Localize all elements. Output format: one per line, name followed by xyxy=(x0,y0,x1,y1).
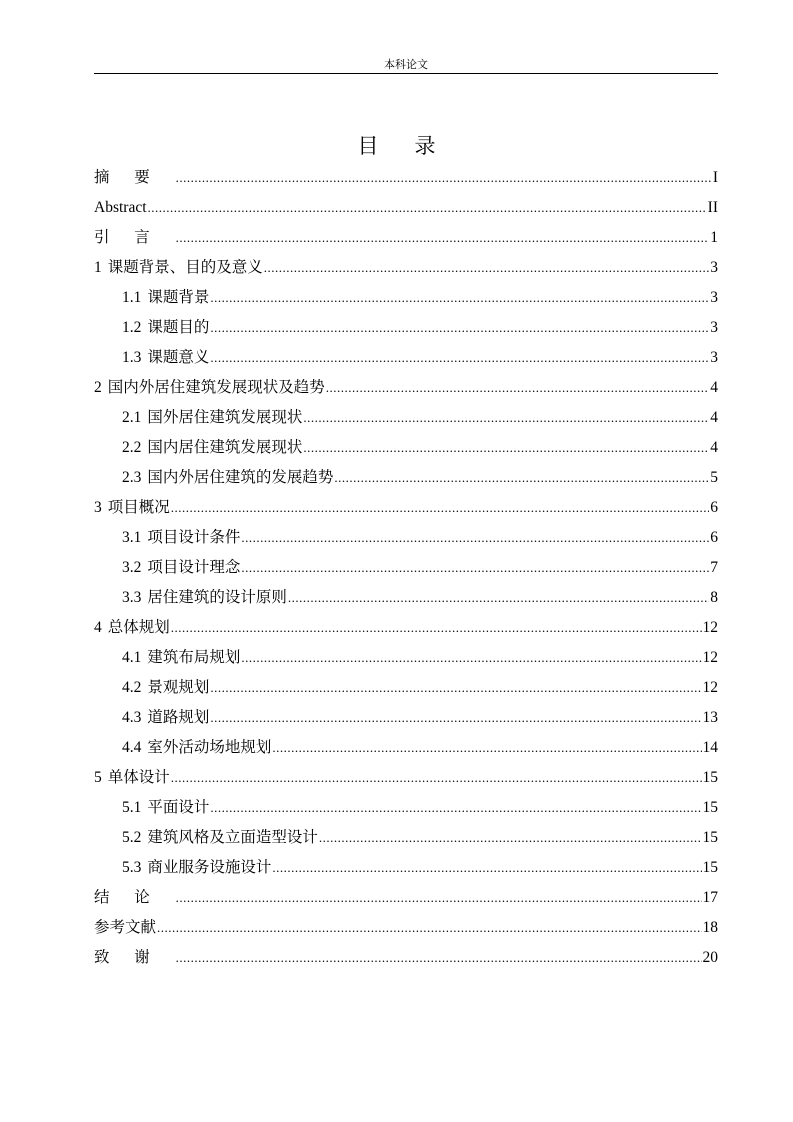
toc-entry[interactable] xyxy=(94,343,718,373)
toc-entry-number: 4.4 xyxy=(122,739,142,756)
toc-page-number: 18 xyxy=(702,919,718,936)
toc-entry-text: 国内居住建筑发展现状 xyxy=(147,439,303,456)
toc-entry[interactable] xyxy=(94,463,718,493)
toc-entry[interactable] xyxy=(94,313,718,343)
page-header: 本科论文 xyxy=(384,59,428,71)
toc-page-number: 3 xyxy=(710,319,718,336)
toc-dot-leader xyxy=(319,823,702,853)
toc-entry[interactable] xyxy=(94,943,718,973)
toc-entry[interactable] xyxy=(94,583,718,613)
toc-entry-label xyxy=(122,433,302,463)
toc-page-number: 12 xyxy=(702,679,718,696)
toc-entry-number: 4 xyxy=(94,619,102,636)
toc-entry-text: 建筑风格及立面造型设计 xyxy=(147,829,318,846)
toc-page-number: 6 xyxy=(710,529,718,546)
toc-entry-label xyxy=(122,703,209,733)
toc-entry-text: 国内外居住建筑的发展趋势 xyxy=(147,469,334,486)
toc-entry-label xyxy=(94,193,147,223)
toc-dot-leader xyxy=(288,583,709,613)
toc-dot-leader xyxy=(210,313,709,343)
toc-page-number: 3 xyxy=(710,349,718,366)
toc-entry-number: 5 xyxy=(94,769,102,786)
toc-entry-label xyxy=(122,463,333,493)
toc-entry[interactable] xyxy=(94,493,718,523)
toc-page-number: 17 xyxy=(702,889,718,906)
toc-entry[interactable] xyxy=(94,373,718,403)
toc-entry-text: 摘要 xyxy=(94,169,175,186)
toc-entry-label xyxy=(122,553,240,583)
toc-entry-text: 课题意义 xyxy=(147,349,210,366)
toc-entry[interactable] xyxy=(94,823,718,853)
toc-entry-label xyxy=(122,823,318,853)
toc-entry-label xyxy=(94,913,156,943)
toc-entry[interactable] xyxy=(94,163,718,193)
toc-dot-leader xyxy=(272,853,701,883)
toc-entry-text: 项目概况 xyxy=(107,499,170,516)
toc-entry-number: 3.2 xyxy=(122,559,142,576)
toc-entry-text: 项目设计条件 xyxy=(147,529,241,546)
toc-dot-leader xyxy=(210,673,701,703)
toc-entry-label xyxy=(122,283,209,313)
toc-entry-text: 室外活动场地规划 xyxy=(147,739,272,756)
toc-entry[interactable] xyxy=(94,553,718,583)
toc-entry[interactable] xyxy=(94,283,718,313)
toc-dot-leader xyxy=(334,463,709,493)
toc-dot-leader xyxy=(148,193,707,223)
toc-entry-number: 4.3 xyxy=(122,709,142,726)
toc-page-number: 12 xyxy=(702,649,718,666)
toc-entry[interactable] xyxy=(94,763,718,793)
toc-entry-number: 3.3 xyxy=(122,589,142,606)
toc-entry-label xyxy=(122,583,287,613)
toc-entry-text: Abstract xyxy=(94,199,147,216)
toc-dot-leader xyxy=(176,883,702,913)
toc-page-number: II xyxy=(707,199,718,216)
toc-page-number: 5 xyxy=(710,469,718,486)
toc-entry-text: 国外居住建筑发展现状 xyxy=(147,409,303,426)
toc-entry-label xyxy=(94,373,325,403)
toc-entry-label xyxy=(122,853,271,883)
toc-page-number: 3 xyxy=(710,289,718,306)
toc-entry-text: 课题目的 xyxy=(147,319,210,336)
toc-entry-number: 1.2 xyxy=(122,319,142,336)
toc-entry-number: 3 xyxy=(94,499,102,516)
toc-entry-number: 1.1 xyxy=(122,289,142,306)
toc-dot-leader xyxy=(210,283,709,313)
toc-dot-leader xyxy=(176,223,710,253)
toc-page-number: 4 xyxy=(710,409,718,426)
toc-entry-text: 致谢 xyxy=(94,949,175,966)
toc-entry[interactable] xyxy=(94,793,718,823)
toc-entry[interactable] xyxy=(94,433,718,463)
toc-dot-leader xyxy=(176,163,712,193)
toc-entry-text: 道路规划 xyxy=(147,709,210,726)
toc-entry-label xyxy=(94,163,175,193)
toc-page-number: 15 xyxy=(702,859,718,876)
toc-entry-label xyxy=(122,403,302,433)
toc-dot-leader xyxy=(210,703,701,733)
toc-page-number: 8 xyxy=(710,589,718,606)
toc-page-number: 6 xyxy=(710,499,718,516)
toc-dot-leader xyxy=(241,643,701,673)
toc-page-number: 7 xyxy=(710,559,718,576)
toc-entry-label xyxy=(94,613,170,643)
toc-entry-text: 项目设计理念 xyxy=(147,559,241,576)
toc-entry-number: 2.1 xyxy=(122,409,142,426)
toc-dot-leader xyxy=(171,613,702,643)
toc-dot-leader xyxy=(241,553,709,583)
toc-entry-label xyxy=(94,253,263,283)
toc-entry[interactable] xyxy=(94,883,718,913)
toc-entry-number: 4.2 xyxy=(122,679,142,696)
toc-entry-text: 参考文献 xyxy=(94,919,157,936)
toc-list xyxy=(94,163,718,973)
toc-dot-leader xyxy=(176,943,702,973)
toc-entry-text: 单体设计 xyxy=(107,769,170,786)
toc-entry-text: 总体规划 xyxy=(107,619,170,636)
toc-entry-label xyxy=(122,793,209,823)
toc-entry-text: 结论 xyxy=(94,889,175,906)
toc-entry-number: 2.3 xyxy=(122,469,142,486)
toc-entry-label xyxy=(94,493,170,523)
toc-dot-leader xyxy=(171,763,702,793)
toc-dot-leader xyxy=(171,493,709,523)
toc-title: 目录 xyxy=(357,134,472,158)
toc-entry-label xyxy=(122,313,209,343)
toc-entry[interactable] xyxy=(94,193,718,223)
toc-entry-text: 商业服务设施设计 xyxy=(147,859,272,876)
toc-entry-label xyxy=(94,223,175,253)
toc-entry-label xyxy=(94,943,175,973)
toc-dot-leader xyxy=(210,793,701,823)
toc-entry-text: 课题背景 xyxy=(147,289,210,306)
toc-entry-number: 2 xyxy=(94,379,102,396)
toc-page-number: 4 xyxy=(710,379,718,396)
toc-entry[interactable] xyxy=(94,643,718,673)
toc-entry-label xyxy=(122,673,209,703)
toc-entry[interactable] xyxy=(94,613,718,643)
toc-entry-number: 3.1 xyxy=(122,529,142,546)
toc-page-number: I xyxy=(712,169,718,186)
toc-entry-text: 居住建筑的设计原则 xyxy=(147,589,287,606)
toc-entry-label xyxy=(94,883,175,913)
toc-entry-text: 建筑布局规划 xyxy=(147,649,241,666)
toc-entry-text: 引言 xyxy=(94,229,175,246)
toc-page-number: 3 xyxy=(710,259,718,276)
toc-entry-number: 4.1 xyxy=(122,649,142,666)
toc-page-number: 1 xyxy=(710,229,718,246)
toc-entry[interactable] xyxy=(94,913,718,943)
toc-dot-leader xyxy=(241,523,709,553)
toc-entry-text: 国内外居住建筑发展现状及趋势 xyxy=(107,379,325,396)
toc-page-number: 15 xyxy=(702,829,718,846)
toc-entry-label xyxy=(122,343,209,373)
toc-entry[interactable] xyxy=(94,733,718,763)
toc-entry[interactable] xyxy=(94,253,718,283)
toc-page-number: 4 xyxy=(710,439,718,456)
toc-dot-leader xyxy=(272,733,701,763)
toc-page-number: 12 xyxy=(702,619,718,636)
toc-page-number: 15 xyxy=(702,769,718,786)
toc-entry-number: 1 xyxy=(94,259,102,276)
toc-entry[interactable] xyxy=(94,523,718,553)
header-rule xyxy=(94,73,718,74)
toc-entry[interactable] xyxy=(94,223,718,253)
toc-entry-text: 景观规划 xyxy=(147,679,210,696)
toc-dot-leader xyxy=(264,253,709,283)
toc-page-number: 15 xyxy=(702,799,718,816)
toc-entry-number: 5.3 xyxy=(122,859,142,876)
toc-entry[interactable] xyxy=(94,853,718,883)
toc-entry-number: 2.2 xyxy=(122,439,142,456)
toc-entry-number: 1.3 xyxy=(122,349,142,366)
toc-dot-leader xyxy=(157,913,701,943)
toc-entry-number: 5.2 xyxy=(122,829,142,846)
toc-entry[interactable] xyxy=(94,403,718,433)
toc-dot-leader xyxy=(303,403,709,433)
toc-entry[interactable] xyxy=(94,703,718,733)
toc-entry-label xyxy=(122,733,271,763)
toc-page-number: 14 xyxy=(702,739,718,756)
toc-dot-leader xyxy=(210,343,709,373)
toc-entry[interactable] xyxy=(94,673,718,703)
toc-entry-label xyxy=(94,763,170,793)
toc-dot-leader xyxy=(303,433,709,463)
toc-entry-number: 5.1 xyxy=(122,799,142,816)
toc-entry-text: 平面设计 xyxy=(147,799,210,816)
toc-page-number: 13 xyxy=(702,709,718,726)
toc-entry-text: 课题背景、目的及意义 xyxy=(107,259,263,276)
toc-page-number: 20 xyxy=(702,949,718,966)
toc-entry-label xyxy=(122,643,240,673)
toc-entry-label xyxy=(122,523,240,553)
toc-dot-leader xyxy=(326,373,709,403)
